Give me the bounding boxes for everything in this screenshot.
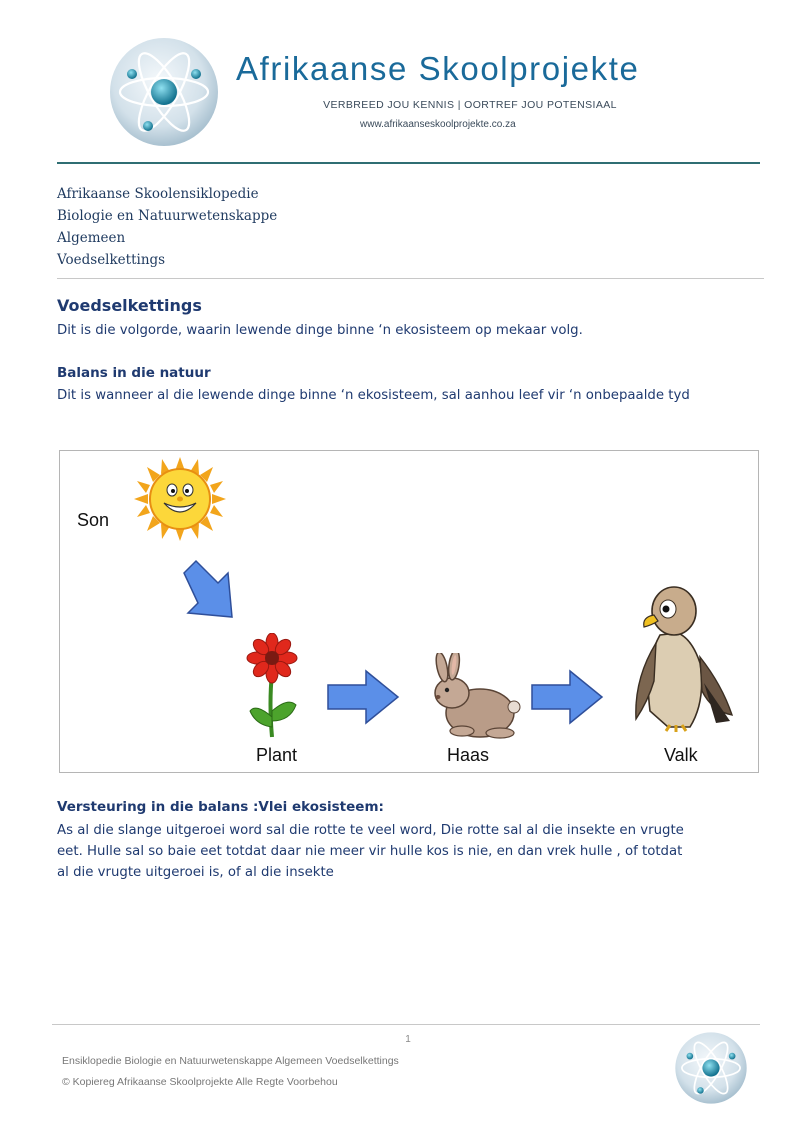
atom-globe-logo-icon xyxy=(108,36,220,148)
footer-divider xyxy=(52,1024,760,1025)
brand-url[interactable]: www.afrikaanseskoolprojekte.co.za xyxy=(360,119,516,130)
diagram-label-haas: Haas xyxy=(447,745,490,765)
breadcrumb-item-3[interactable]: Algemeen xyxy=(57,230,126,246)
diagram-label-plant: Plant xyxy=(256,745,298,765)
diagram-label-son: Son xyxy=(77,510,110,530)
atom-globe-logo-icon xyxy=(674,1031,748,1105)
breadcrumb-item-1[interactable]: Afrikaanse Skoolensiklopedie xyxy=(57,186,259,202)
diagram-label-valk: Valk xyxy=(664,745,698,765)
flower-icon xyxy=(242,633,302,741)
paragraph-line: eet. Hulle sal so baie eet totdat daar nie meer vir hulle kos is nie, en dan vrek hulle , of totdat xyxy=(57,844,683,859)
footer-line-1: Ensiklopedie Biologie en Natuurwetenskappe Algemeen Voedselkettings xyxy=(62,1055,399,1067)
section-text-definition: Dit is die volgorde, waarin lewende dinge binne ‘n ekosisteem op mekaar volg. xyxy=(57,323,583,338)
footer-copyright: © Kopiereg Afrikaanse Skoolprojekte Alle Regte Voorbehou xyxy=(62,1076,338,1088)
brand-title: Afrikaanse Skoolprojekte xyxy=(236,50,640,87)
arrow-icon xyxy=(178,555,240,621)
section-heading-balans: Balans in die natuur xyxy=(57,365,211,381)
section-text-balans: Dit is wanneer al die lewende dinge binne ‘n ekosisteem, sal aanhou leef vir ‘n onbepaalde tyd xyxy=(57,388,690,403)
sun-icon xyxy=(134,457,226,541)
arrow-icon xyxy=(530,669,604,725)
rabbit-icon xyxy=(422,653,522,741)
paragraph-line: As al die slange uitgeroei word sal die rotte te veel word, Die rotte sal al die insekte en vrugte xyxy=(57,823,684,838)
breadcrumb-item-4[interactable]: Voedselkettings xyxy=(57,252,166,268)
breadcrumb-divider xyxy=(57,278,764,279)
section-text-versteuring xyxy=(57,820,763,883)
section-heading-versteuring: Versteuring in die balans :Vlei ekosisteem: xyxy=(57,799,384,815)
falcon-icon xyxy=(620,583,736,733)
paragraph-line: al die vrugte uitgeroei is, of al die insekte xyxy=(57,865,334,880)
section-heading-voedselkettings: Voedselkettings xyxy=(57,296,202,315)
header-divider xyxy=(57,162,760,164)
food-chain-diagram xyxy=(59,450,759,773)
arrow-icon xyxy=(326,669,400,725)
page-number: 1 xyxy=(405,1034,411,1045)
breadcrumb-item-2[interactable]: Biologie en Natuurwetenskappe xyxy=(57,208,278,224)
brand-tagline: VERBREED JOU KENNIS | OORTREF JOU POTENSIAAL xyxy=(323,99,617,111)
